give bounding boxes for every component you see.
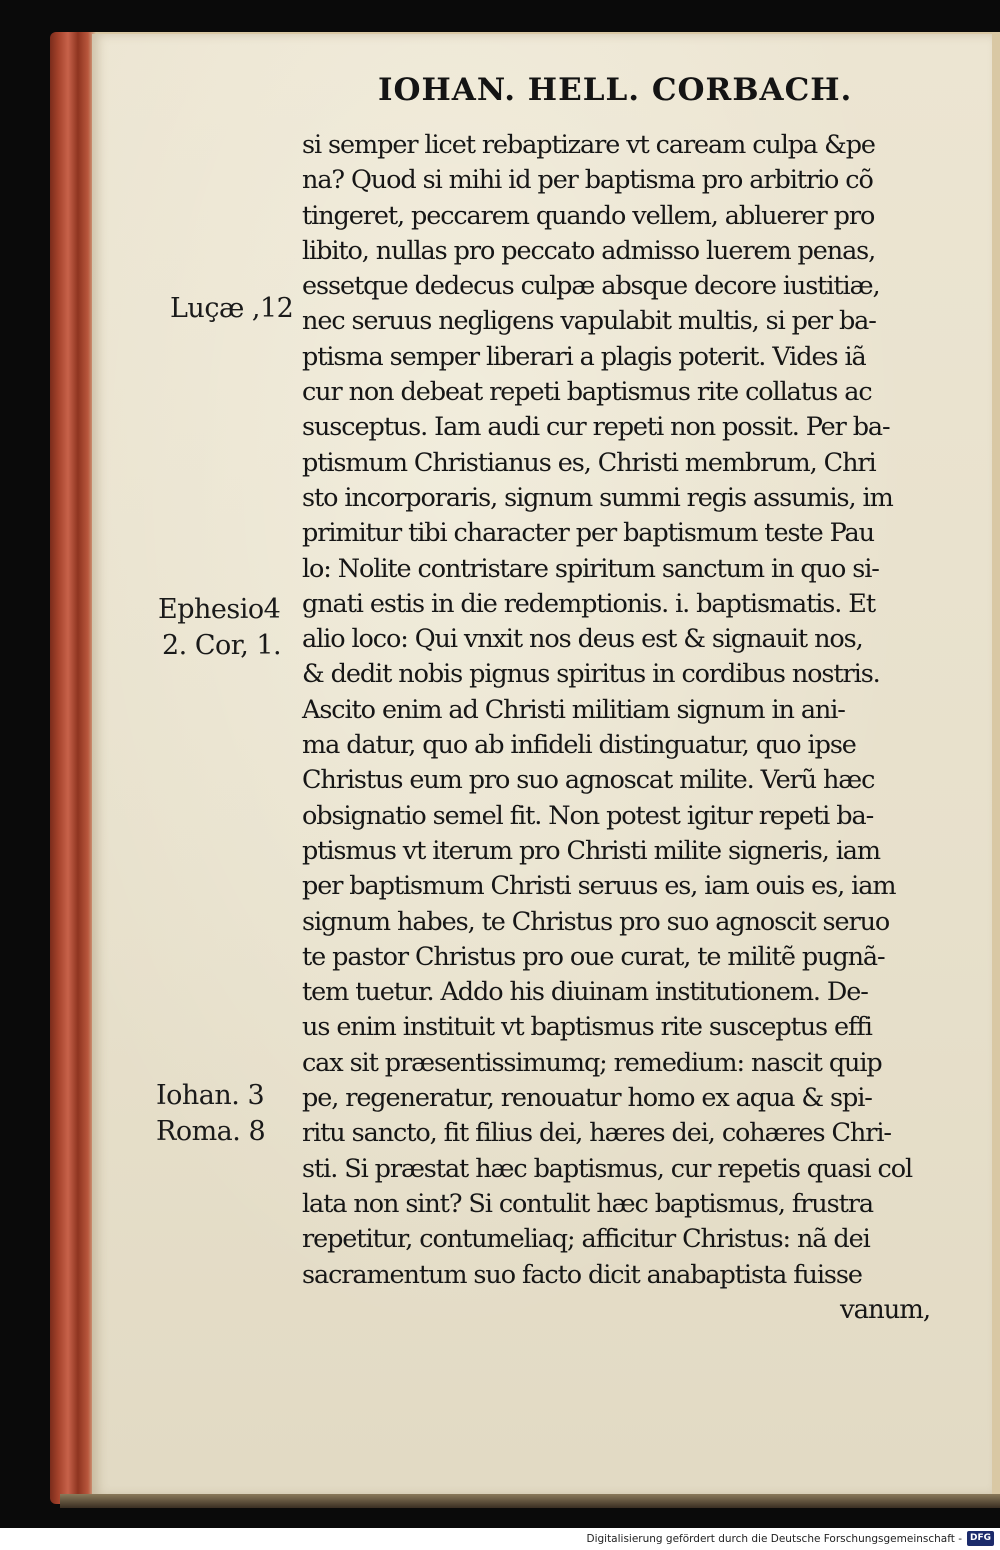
text-line: ma datur, quo ab infideli distinguatur, quo ipse	[302, 730, 856, 761]
text-line: sti. Si præstat hæc baptismus, cur repetis quasi col	[302, 1153, 912, 1184]
text-line: gnati estis in die redemptionis. i. baptismatis. Et	[302, 588, 875, 619]
text-line: sacramentum suo facto dicit anabaptista fuisse	[302, 1259, 862, 1290]
text-line: Ascito enim ad Christi militiam signum in ani-	[302, 694, 845, 725]
text-line: tingeret, peccarem quando vellem, abluerer pro	[302, 200, 875, 231]
margin-note: Ephesio4	[158, 594, 281, 625]
body-text	[302, 128, 970, 1328]
text-line: essetque dedecus culpæ absque decore iustitiæ,	[302, 271, 880, 302]
page-bottom-edge	[60, 1494, 1000, 1508]
margin-note: Iohan. 3	[156, 1080, 265, 1111]
text-line: per baptismum Christi seruus es, iam ouis es, iam	[302, 871, 896, 902]
text-line: & dedit nobis pignus spiritus in cordibus nostris.	[302, 659, 880, 690]
margin-note: Luçæ ,12	[170, 293, 294, 324]
text-line: pe, regeneratur, renouatur homo ex aqua & spi-	[302, 1083, 872, 1114]
text-line: ptismus vt iterum pro Christi milite signeris, iam	[302, 835, 880, 866]
margin-note: Roma. 8	[156, 1116, 266, 1147]
text-line: libito, nullas pro peccato admisso luerem penas,	[302, 235, 876, 266]
text-line: repetitur, contumeliaq; afficitur Christus: nã dei	[302, 1224, 870, 1255]
text-line: tem tuetur. Addo his diuinam institutionem. De-	[302, 977, 868, 1008]
text-line: lata non sint? Si contulit hæc baptismus, frustra	[302, 1188, 873, 1219]
catchword: vanum,	[840, 1294, 930, 1325]
text-line: Christus eum pro suo agnoscat milite. Verũ hæc	[302, 765, 875, 796]
text-line: alio loco: Qui vnxit nos deus est & signauit nos,	[302, 624, 863, 655]
text-line: cur non debeat repeti baptismus rite collatus ac	[302, 377, 872, 408]
text-line: susceptus. Iam audi cur repeti non possit. Per ba-	[302, 412, 890, 443]
text-line: ptismum Christianus es, Christi membrum, Chri	[302, 447, 876, 478]
text-line: na? Quod si mihi id per baptisma pro arbitrio cõ	[302, 165, 873, 196]
footer-bar	[0, 1528, 1000, 1550]
text-line: signum habes, te Christus pro suo agnoscit seruo	[302, 906, 890, 937]
text-line: te pastor Christus pro oue curat, te militẽ pugnã-	[302, 941, 885, 972]
text-line: primitur tibi character per baptismum teste Pau	[302, 518, 874, 549]
footer-credit: Digitalisierung gefördert durch die Deutsche Forschungsgemeinschaft -	[586, 1533, 962, 1545]
text-line: cax sit præsentissimumq; remedium: nascit quip	[302, 1047, 882, 1078]
text-line: sto incorporaris, signum summi regis assumis, im	[302, 482, 893, 513]
margin-note: 2. Cor, 1.	[162, 630, 282, 661]
text-line: nec seruus negligens vapulabit multis, si per ba-	[302, 306, 876, 337]
dfg-logo: DFG	[967, 1531, 994, 1546]
text-line: ptisma semper liberari a plagis poterit. Vides iã	[302, 341, 866, 372]
text-line: ritu sancto, fit filius dei, hæres dei, cohæres Chri-	[302, 1118, 891, 1149]
text-line: us enim instituit vt baptismus rite susceptus effi	[302, 1012, 872, 1043]
text-line: lo: Nolite contristare spiritum sanctum in quo si-	[302, 553, 879, 584]
text-line: si semper licet rebaptizare vt caream culpa &pe	[302, 130, 875, 160]
text-line: obsignatio semel fit. Non potest igitur repeti ba-	[302, 800, 874, 831]
running-title: IOHAN. HELL. CORBACH.	[378, 72, 853, 108]
